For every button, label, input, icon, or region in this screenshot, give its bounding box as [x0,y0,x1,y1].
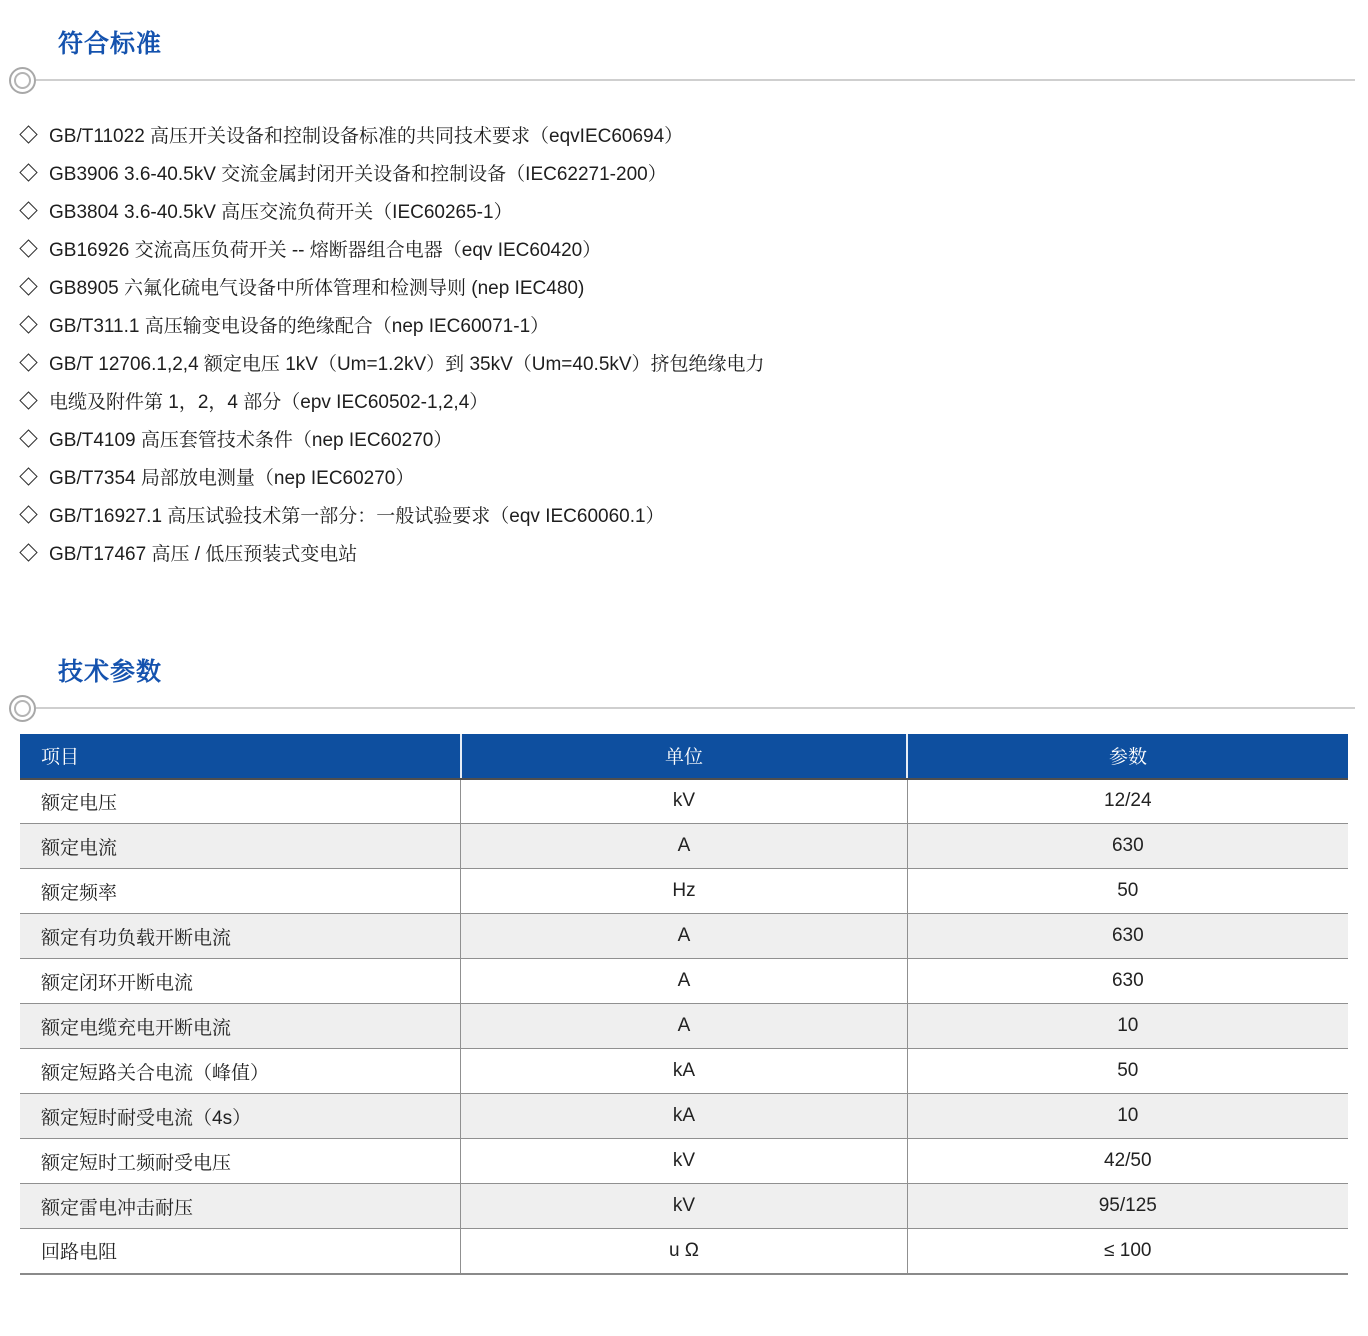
param-cell: 95/125 [907,1184,1348,1229]
standards-section [0,0,1368,572]
item-cell: 额定短时耐受电流（4s） [20,1094,461,1139]
diamond-bullet-icon [19,430,37,448]
table-header-row [20,734,1348,779]
section-rule-standards [0,67,1368,94]
standard-item [20,230,1368,268]
unit-cell: A [461,959,907,1004]
diamond-bullet-icon [19,164,37,182]
table-row [20,824,1348,869]
param-cell: 10 [907,1094,1348,1139]
table-row [20,1094,1348,1139]
section-divider-line [36,707,1355,709]
diamond-bullet-icon [19,544,37,562]
standard-item [20,306,1368,344]
section-marker-ring-icon [9,695,36,722]
parameters-section [0,658,1368,1275]
item-cell: 额定频率 [20,869,461,914]
item-cell: 额定电缆充电开断电流 [20,1004,461,1049]
param-cell: 42/50 [907,1139,1348,1184]
diamond-bullet-icon [19,392,37,410]
parameters-table-body [20,779,1348,1274]
item-cell: 额定短时工频耐受电压 [20,1139,461,1184]
unit-cell: A [461,1004,907,1049]
standard-text: GB/T4109 高压套管技术条件（nep IEC60270） [49,430,453,452]
standard-item [20,382,1368,420]
unit-cell: kV [461,779,907,824]
standard-item [20,268,1368,306]
standard-text: GB/T17467 高压 / 低压预装式变电站 [49,544,358,566]
section-marker-inner-ring-icon [14,72,31,89]
item-cell: 额定电流 [20,824,461,869]
section-title-parameters: 技术参数 [58,657,163,686]
unit-cell: u Ω [461,1229,907,1274]
diamond-bullet-icon [19,202,37,220]
item-cell: 额定闭环开断电流 [20,959,461,1004]
diamond-bullet-icon [19,506,37,524]
section-marker-inner-ring-icon [14,700,31,717]
standard-text: GB/T 12706.1,2,4 额定电压 1kV（Um=1.2kV）到 35kV（Um=40.5kV）挤包绝缘电力 [49,354,765,376]
unit-cell: A [461,824,907,869]
diamond-bullet-icon [19,278,37,296]
param-cell: ≤ 100 [907,1229,1348,1274]
unit-cell: A [461,914,907,959]
standard-text: GB3906 3.6-40.5kV 交流金属封闭开关设备和控制设备（IEC62271-200） [49,164,667,186]
standard-item [20,344,1368,382]
column-header-item: 项目 [20,734,461,779]
standard-item [20,534,1368,572]
column-header-parameter: 参数 [907,734,1348,779]
section-rule-parameters [0,695,1368,722]
standard-text: GB/T7354 局部放电测量（nep IEC60270） [49,468,415,490]
standard-text: GB/T11022 高压开关设备和控制设备标准的共同技术要求（eqvIEC60694） [49,126,684,148]
diamond-bullet-icon [19,354,37,372]
table-row [20,869,1348,914]
param-cell: 630 [907,959,1348,1004]
table-row [20,779,1348,824]
table-row [20,1229,1348,1274]
standards-list [0,116,1368,572]
parameters-table-wrapper [20,734,1348,1275]
standard-text: GB/T16927.1 高压试验技术第一部分：一般试验要求（eqv IEC60060.1） [49,506,665,528]
diamond-bullet-icon [19,240,37,258]
section-marker-ring-icon [9,67,36,94]
param-cell: 50 [907,869,1348,914]
standard-item [20,154,1368,192]
diamond-bullet-icon [19,316,37,334]
standard-item [20,116,1368,154]
item-cell: 额定电压 [20,779,461,824]
table-row [20,1004,1348,1049]
standard-item [20,458,1368,496]
standard-text: GB/T311.1 高压输变电设备的绝缘配合（nep IEC60071-1） [49,316,550,338]
item-cell: 额定有功负载开断电流 [20,914,461,959]
standard-item [20,496,1368,534]
item-cell: 额定短路关合电流（峰值） [20,1049,461,1094]
unit-cell: Hz [461,869,907,914]
param-cell: 10 [907,1004,1348,1049]
table-row [20,1049,1348,1094]
param-cell: 630 [907,824,1348,869]
unit-cell: kV [461,1139,907,1184]
unit-cell: kV [461,1184,907,1229]
param-cell: 50 [907,1049,1348,1094]
param-cell: 12/24 [907,779,1348,824]
section-title-standards: 符合标准 [58,30,163,58]
item-cell: 回路电阻 [20,1229,461,1274]
unit-cell: kA [461,1094,907,1139]
param-cell: 630 [907,914,1348,959]
parameters-table [20,734,1348,1275]
standard-item [20,420,1368,458]
standard-item [20,192,1368,230]
unit-cell: kA [461,1049,907,1094]
standard-text: GB8905 六氟化硫电气设备中所体管理和检测导则 (nep IEC480) [49,278,585,300]
item-cell: 额定雷电冲击耐压 [20,1184,461,1229]
standard-text: GB16926 交流高压负荷开关 -- 熔断器组合电器（eqv IEC60420） [49,240,602,262]
table-row [20,914,1348,959]
column-header-unit: 单位 [461,734,907,779]
diamond-bullet-icon [19,126,37,144]
table-row [20,1184,1348,1229]
table-row [20,959,1348,1004]
diamond-bullet-icon [19,468,37,486]
standard-text: GB3804 3.6-40.5kV 高压交流负荷开关（IEC60265-1） [49,202,513,224]
section-divider-line [36,79,1355,81]
table-row [20,1139,1348,1184]
standard-text: 电缆及附件第 1，2，4 部分（epv IEC60502-1,2,4） [49,392,489,414]
